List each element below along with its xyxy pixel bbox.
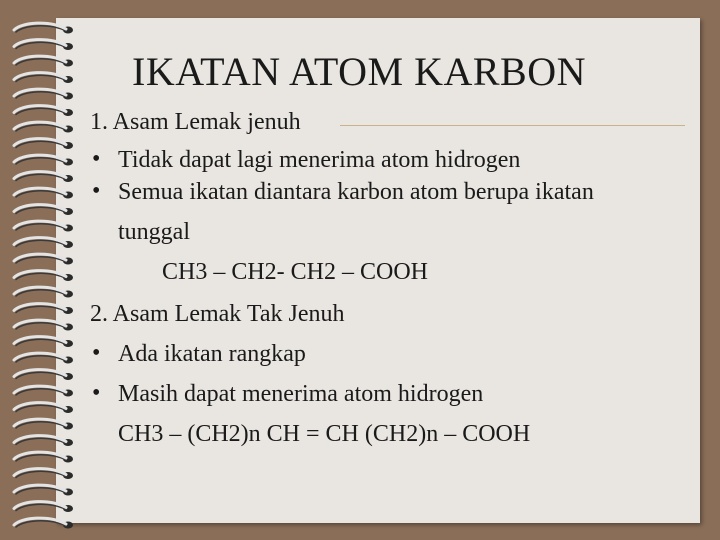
binding-ring (14, 89, 73, 99)
formula-saturated: CH3 – CH2- CH2 – COOH (162, 259, 429, 285)
binding-ring (14, 353, 73, 363)
binding-ring (14, 436, 73, 446)
binding-ring (14, 403, 73, 413)
binding-ring (14, 386, 73, 396)
binding-ring (14, 106, 73, 116)
slide-title: IKATAN ATOM KARBON (132, 49, 586, 94)
binding-ring (14, 320, 73, 330)
bullet-icon: • (92, 146, 101, 172)
binding-ring (14, 304, 73, 314)
binding-ring (14, 56, 73, 66)
binding-ring (14, 337, 73, 347)
binding-ring (14, 221, 73, 231)
binding-ring (14, 370, 73, 380)
binding-ring (14, 452, 73, 462)
bullet-icon: • (92, 380, 101, 406)
binding-ring (14, 287, 73, 297)
binding-ring (14, 502, 73, 512)
binding-ring (14, 205, 73, 215)
binding-ring (14, 254, 73, 264)
binding-ring (14, 518, 73, 528)
list-item-continuation: tunggal (118, 219, 190, 245)
binding-ring (14, 271, 73, 281)
binding-ring (14, 419, 73, 429)
binding-ring (14, 155, 73, 165)
list-item: Masih dapat menerima atom hidrogen (118, 381, 484, 407)
binding-ring (14, 139, 73, 149)
binding-ring (14, 73, 73, 83)
bullet-icon: • (92, 340, 101, 366)
binding-ring (14, 188, 73, 198)
list-item: Semua ikatan diantara karbon atom berupa ikatan (118, 179, 594, 205)
binding-ring (14, 23, 73, 33)
binding-ring (14, 485, 73, 495)
formula-unsaturated: CH3 – (CH2)n CH = CH (CH2)n – COOH (118, 421, 531, 447)
list-item: Ada ikatan rangkap (118, 341, 306, 367)
binding-ring (14, 122, 73, 132)
spiral-binding-icon (0, 0, 90, 540)
title-underline (340, 125, 685, 126)
list-item: Tidak dapat lagi menerima atom hidrogen (118, 147, 521, 173)
binding-ring (14, 40, 73, 50)
heading-unsaturated: 2. Asam Lemak Tak Jenuh (90, 301, 345, 327)
bullet-icon: • (92, 178, 101, 204)
binding-ring (14, 238, 73, 248)
binding-ring (14, 469, 73, 479)
binding-ring (14, 172, 73, 182)
heading-saturated: 1. Asam Lemak jenuh (90, 109, 301, 135)
